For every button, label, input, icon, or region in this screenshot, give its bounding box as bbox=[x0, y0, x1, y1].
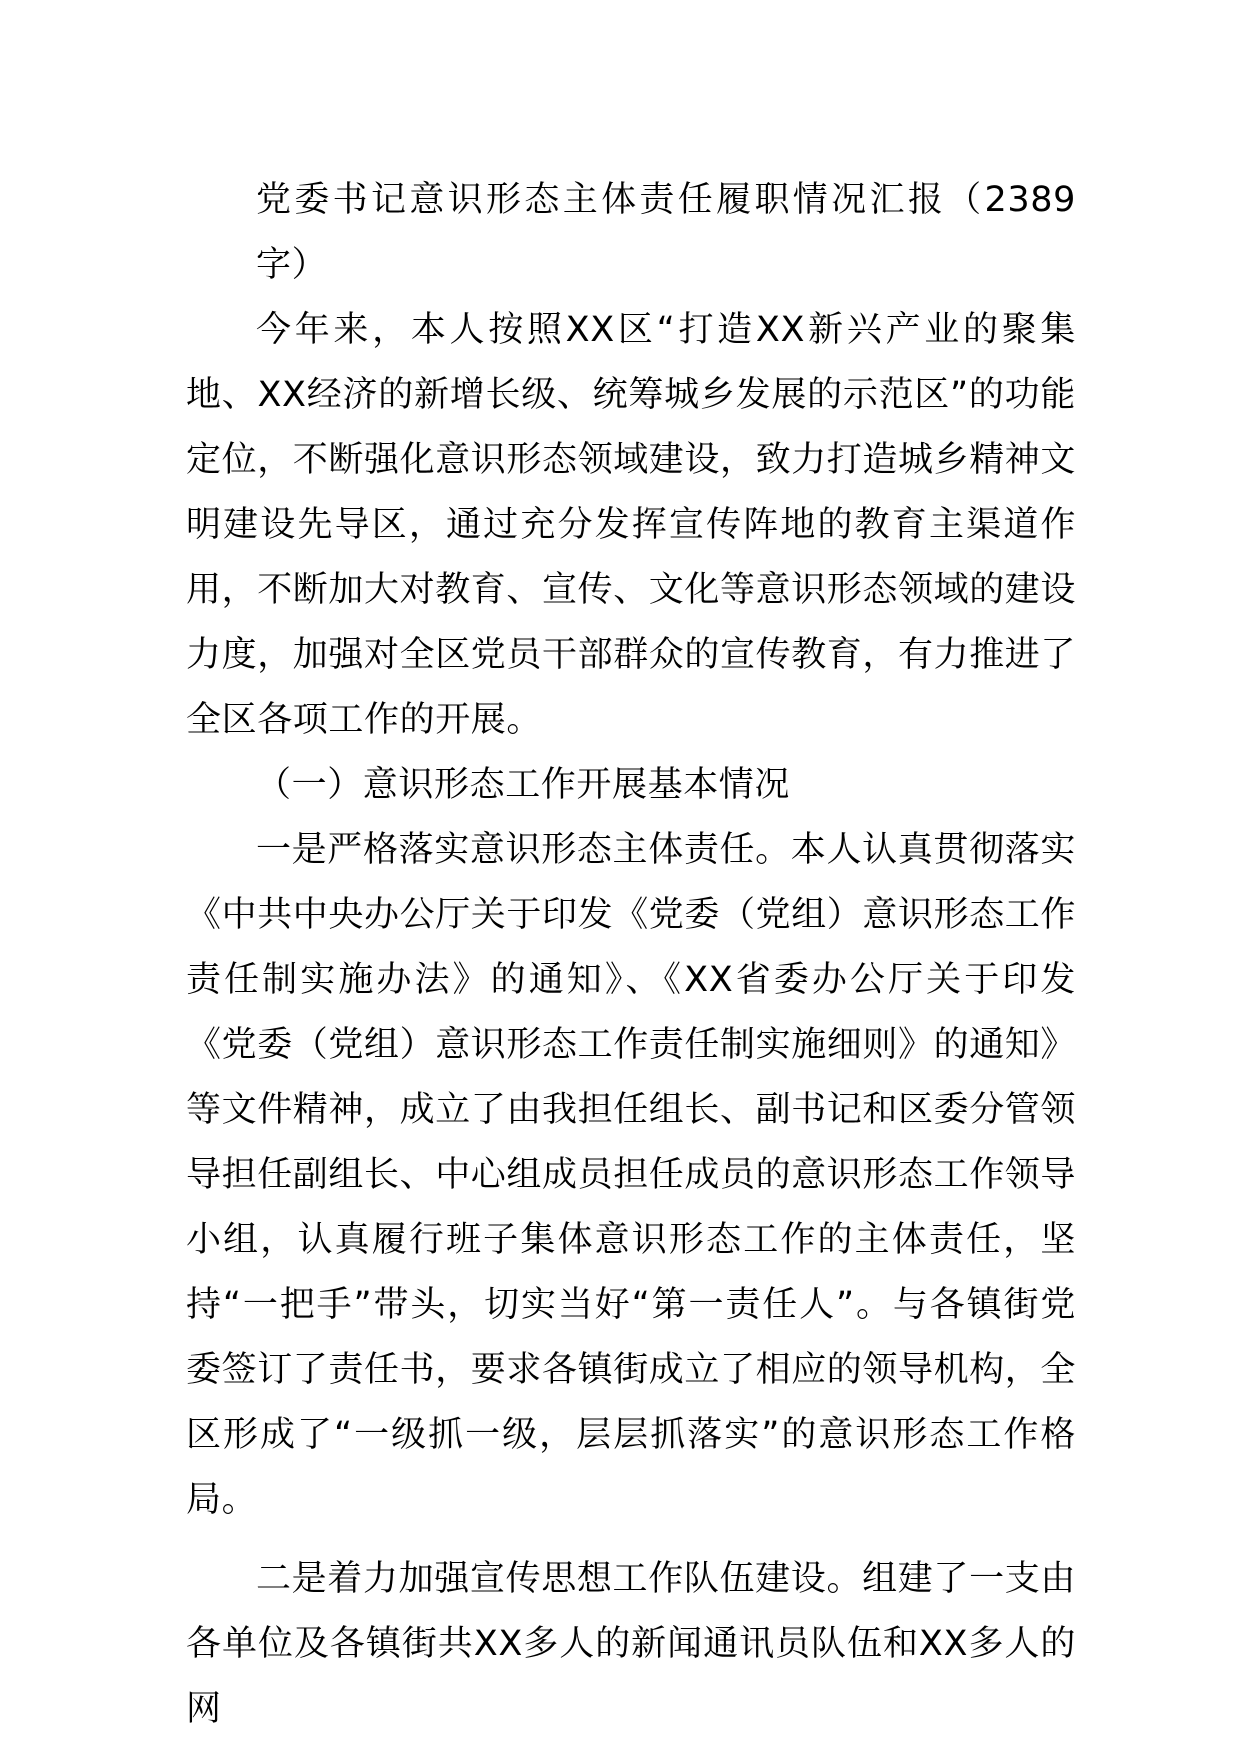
document-title: 党委书记意识形态主体责任履职情况汇报（2389字） bbox=[256, 180, 1076, 285]
section-heading: （一）意识形态工作开展基本情况 bbox=[256, 765, 791, 805]
document-body bbox=[186, 168, 1076, 1742]
body-paragraph: 一是严格落实意识形态主体责任。本人认真贯彻落实《中共中央办公厅关于印发《党委（党组）意识形态工作责任制实施办法》的通知》、《XX省委办公厅关于印发《党委（党组）意识形态工作责任制实施细则》的通知》等文件精神，成立了由我担任组长、副书记和区委分管领导担任副组长、中心组成员担任成员的意识形态工作领导小组，认真履行班子集体意识形态工作的主体责任，坚持“一把手”带头，切实当好“第一责任人”。与各镇街党委签订了责任书，要求各镇街成立了相应的领导机构，全区形成了“一级抓一级，层层抓落实”的意识形态工作格局。 bbox=[186, 830, 1077, 1520]
body-paragraph: 二是着力加强宣传思想工作队伍建设。组建了一支由各单位及各镇街共XX多人的新闻通讯员队伍和XX多人的网 bbox=[186, 1559, 1076, 1729]
body-paragraph: 今年来，本人按照XX区“打造XX新兴产业的聚集地、XX经济的新增长级、统筹城乡发展的示范区”的功能定位，不断强化意识形态领域建设，致力打造城乡精神文明建设先导区，通过充分发挥宣传阵地的教育主渠道作用，不断加大对教育、宣传、文化等意识形态领域的建设力度，加强对全区党员干部群众的宣传教育，有力推进了全区各项工作的开展。 bbox=[186, 310, 1077, 740]
